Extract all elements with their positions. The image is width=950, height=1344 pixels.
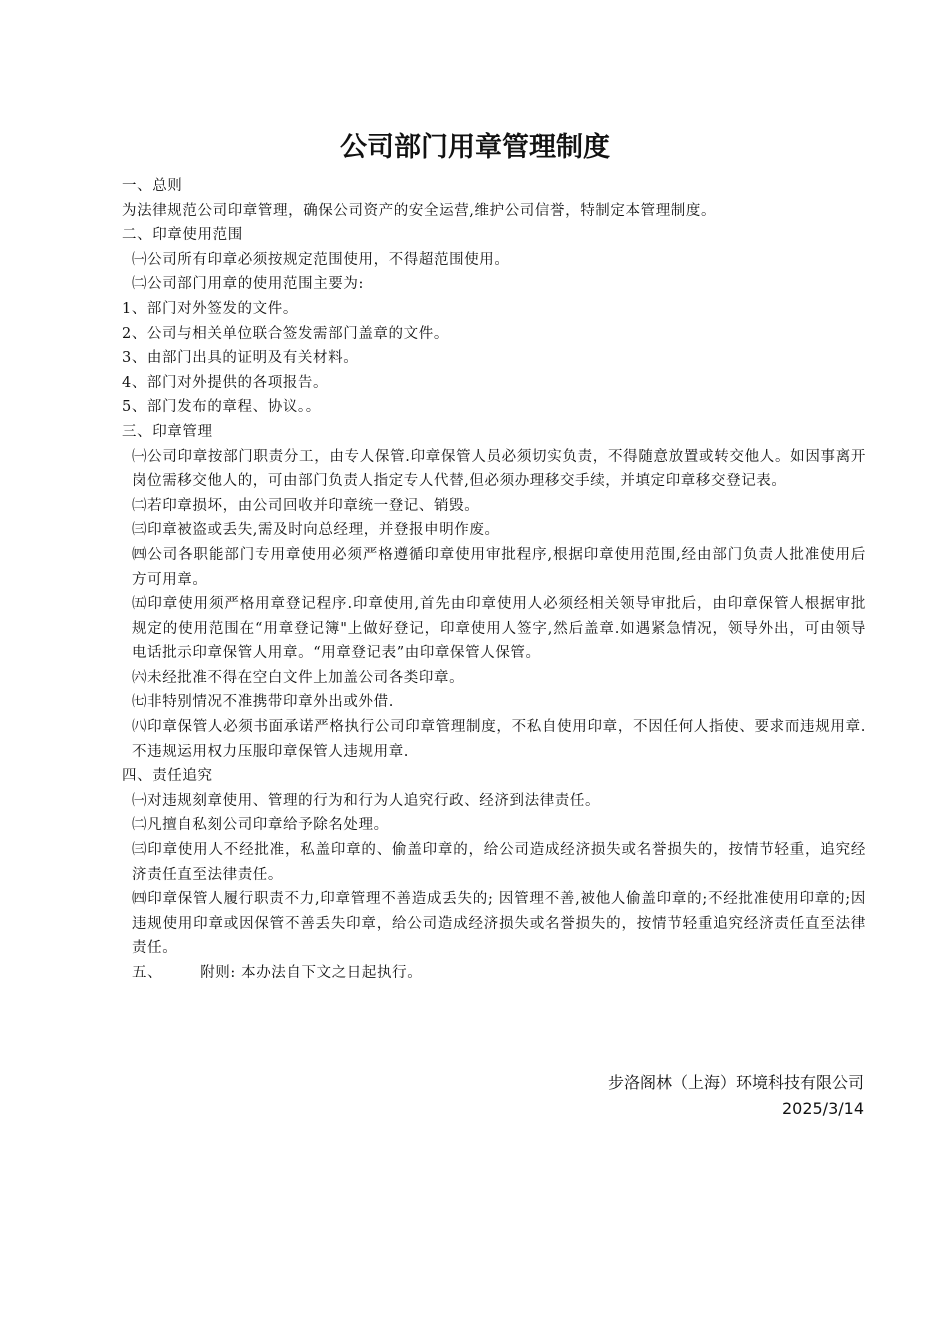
management-paragraph-1: ㈠公司印章按部门职责分工，由专人保管.印章保管人员必须切实负责，不得随意放置或转交他人。如因事离开岗位需移交他人的，可由部门负责人指定专人代替,但必须办理移交手续，并填定印章移交登记表。 — [132, 448, 866, 490]
document-body — [122, 174, 866, 986]
management-paragraph-2: ㈡若印章损坏，由公司回收并印章统一登记、销毁。 — [132, 497, 480, 514]
general-paragraph: 为法律规范公司印章管理，确保公司资产的安全运营,维护公司信誉，特制定本管理制度。 — [122, 202, 717, 219]
management-paragraph-8: ㈧印章保管人必须书面承诺严格执行公司印章管理制度，不私自使用印章，不因任何人指使、要求而违规用章.不违规运用权力压服印章保管人违规用章. — [132, 719, 866, 760]
section-heading-accountability: 四、责任追究 — [122, 768, 213, 785]
company-name: 步洛阁林（上海）环境科技有限公司 — [607, 1073, 864, 1092]
scope-list-item-1: 1、部门对外签发的文件。 — [122, 300, 298, 317]
supplementary-text: 附则: 本办法自下文之日起执行。 — [200, 965, 423, 981]
section-heading-general: 一、总则 — [122, 178, 183, 194]
management-paragraph-3: ㈢印章被盗或丢失,需及时向总经理，并登报申明作废。 — [132, 522, 500, 539]
document-date: 2025/3/14 — [781, 1099, 864, 1118]
accountability-paragraph-2: ㈡凡擅自私刻公司印章给予除名处理。 — [132, 817, 389, 834]
signature-block — [608, 1070, 864, 1122]
accountability-paragraph-1: ㈠对违规刻章使用、管理的行为和行为人追究行政、经济到法律责任。 — [132, 792, 601, 809]
scope-list-item-2: 2、公司与相关单位联合签发需部门盖章的文件。 — [122, 325, 449, 342]
scope-list-item-3: 3、由部门出具的证明及有关材料。 — [122, 350, 359, 367]
scope-list-item-5: 5、部门发布的章程、协议。。 — [122, 399, 321, 416]
scope-paragraph-2: ㈡公司部门用章的使用范围主要为: — [132, 276, 364, 293]
scope-list-item-4: 4、部门对外提供的各项报告。 — [122, 374, 329, 391]
management-paragraph-7: ㈦非特别情况不准携带印章外出或外借. — [132, 694, 394, 711]
section-heading-management: 三、印章管理 — [122, 423, 213, 440]
section-heading-scope: 二、印章使用范围 — [122, 227, 243, 244]
management-paragraph-5: ㈤印章使用须严格用章登记程序.印章使用,首先由印章使用人必须经相关领导审批后，由印章保管人根据审批规定的使用范围在“用章登记簿"上做好登记，印章使用人签字,然后盖章.如遇紧急情况，领导外出，可由领导电话批示印章保管人用章。“用章登记表”由印章保管人保管。 — [132, 596, 866, 662]
supplementary-provision — [122, 961, 866, 986]
management-paragraph-4: ㈣公司各职能部门专用章使用必须严格遵循印章使用审批程序,根据印章使用范围,经由部门负责人批准使用后方可用章。 — [132, 546, 866, 588]
document-title: 公司部门用章管理制度 — [340, 132, 610, 163]
accountability-paragraph-3: ㈢印章使用人不经批准，私盖印章的、偷盖印章的，给公司造成经济损失或名誉损失的，按情节轻重，追究经济责任直至法律责任。 — [132, 842, 866, 883]
scope-paragraph-1: ㈠公司所有印章必须按规定范围使用，不得超范围使用。 — [132, 251, 510, 268]
accountability-paragraph-4: ㈣印章保管人履行职责不力,印章管理不善造成丢失的; 因管理不善,被他人偷盖印章的;不经批准使用印章的;因违规使用印章或因保管不善丢失印章，给公司造成经济损失或名誉损失的，按情节轻重追究经济责任直至法律责任。 — [132, 891, 866, 957]
supplementary-label: 五、 — [132, 965, 163, 981]
management-paragraph-6: ㈥未经批准不得在空白文件上加盖公司各类印章。 — [132, 669, 465, 686]
